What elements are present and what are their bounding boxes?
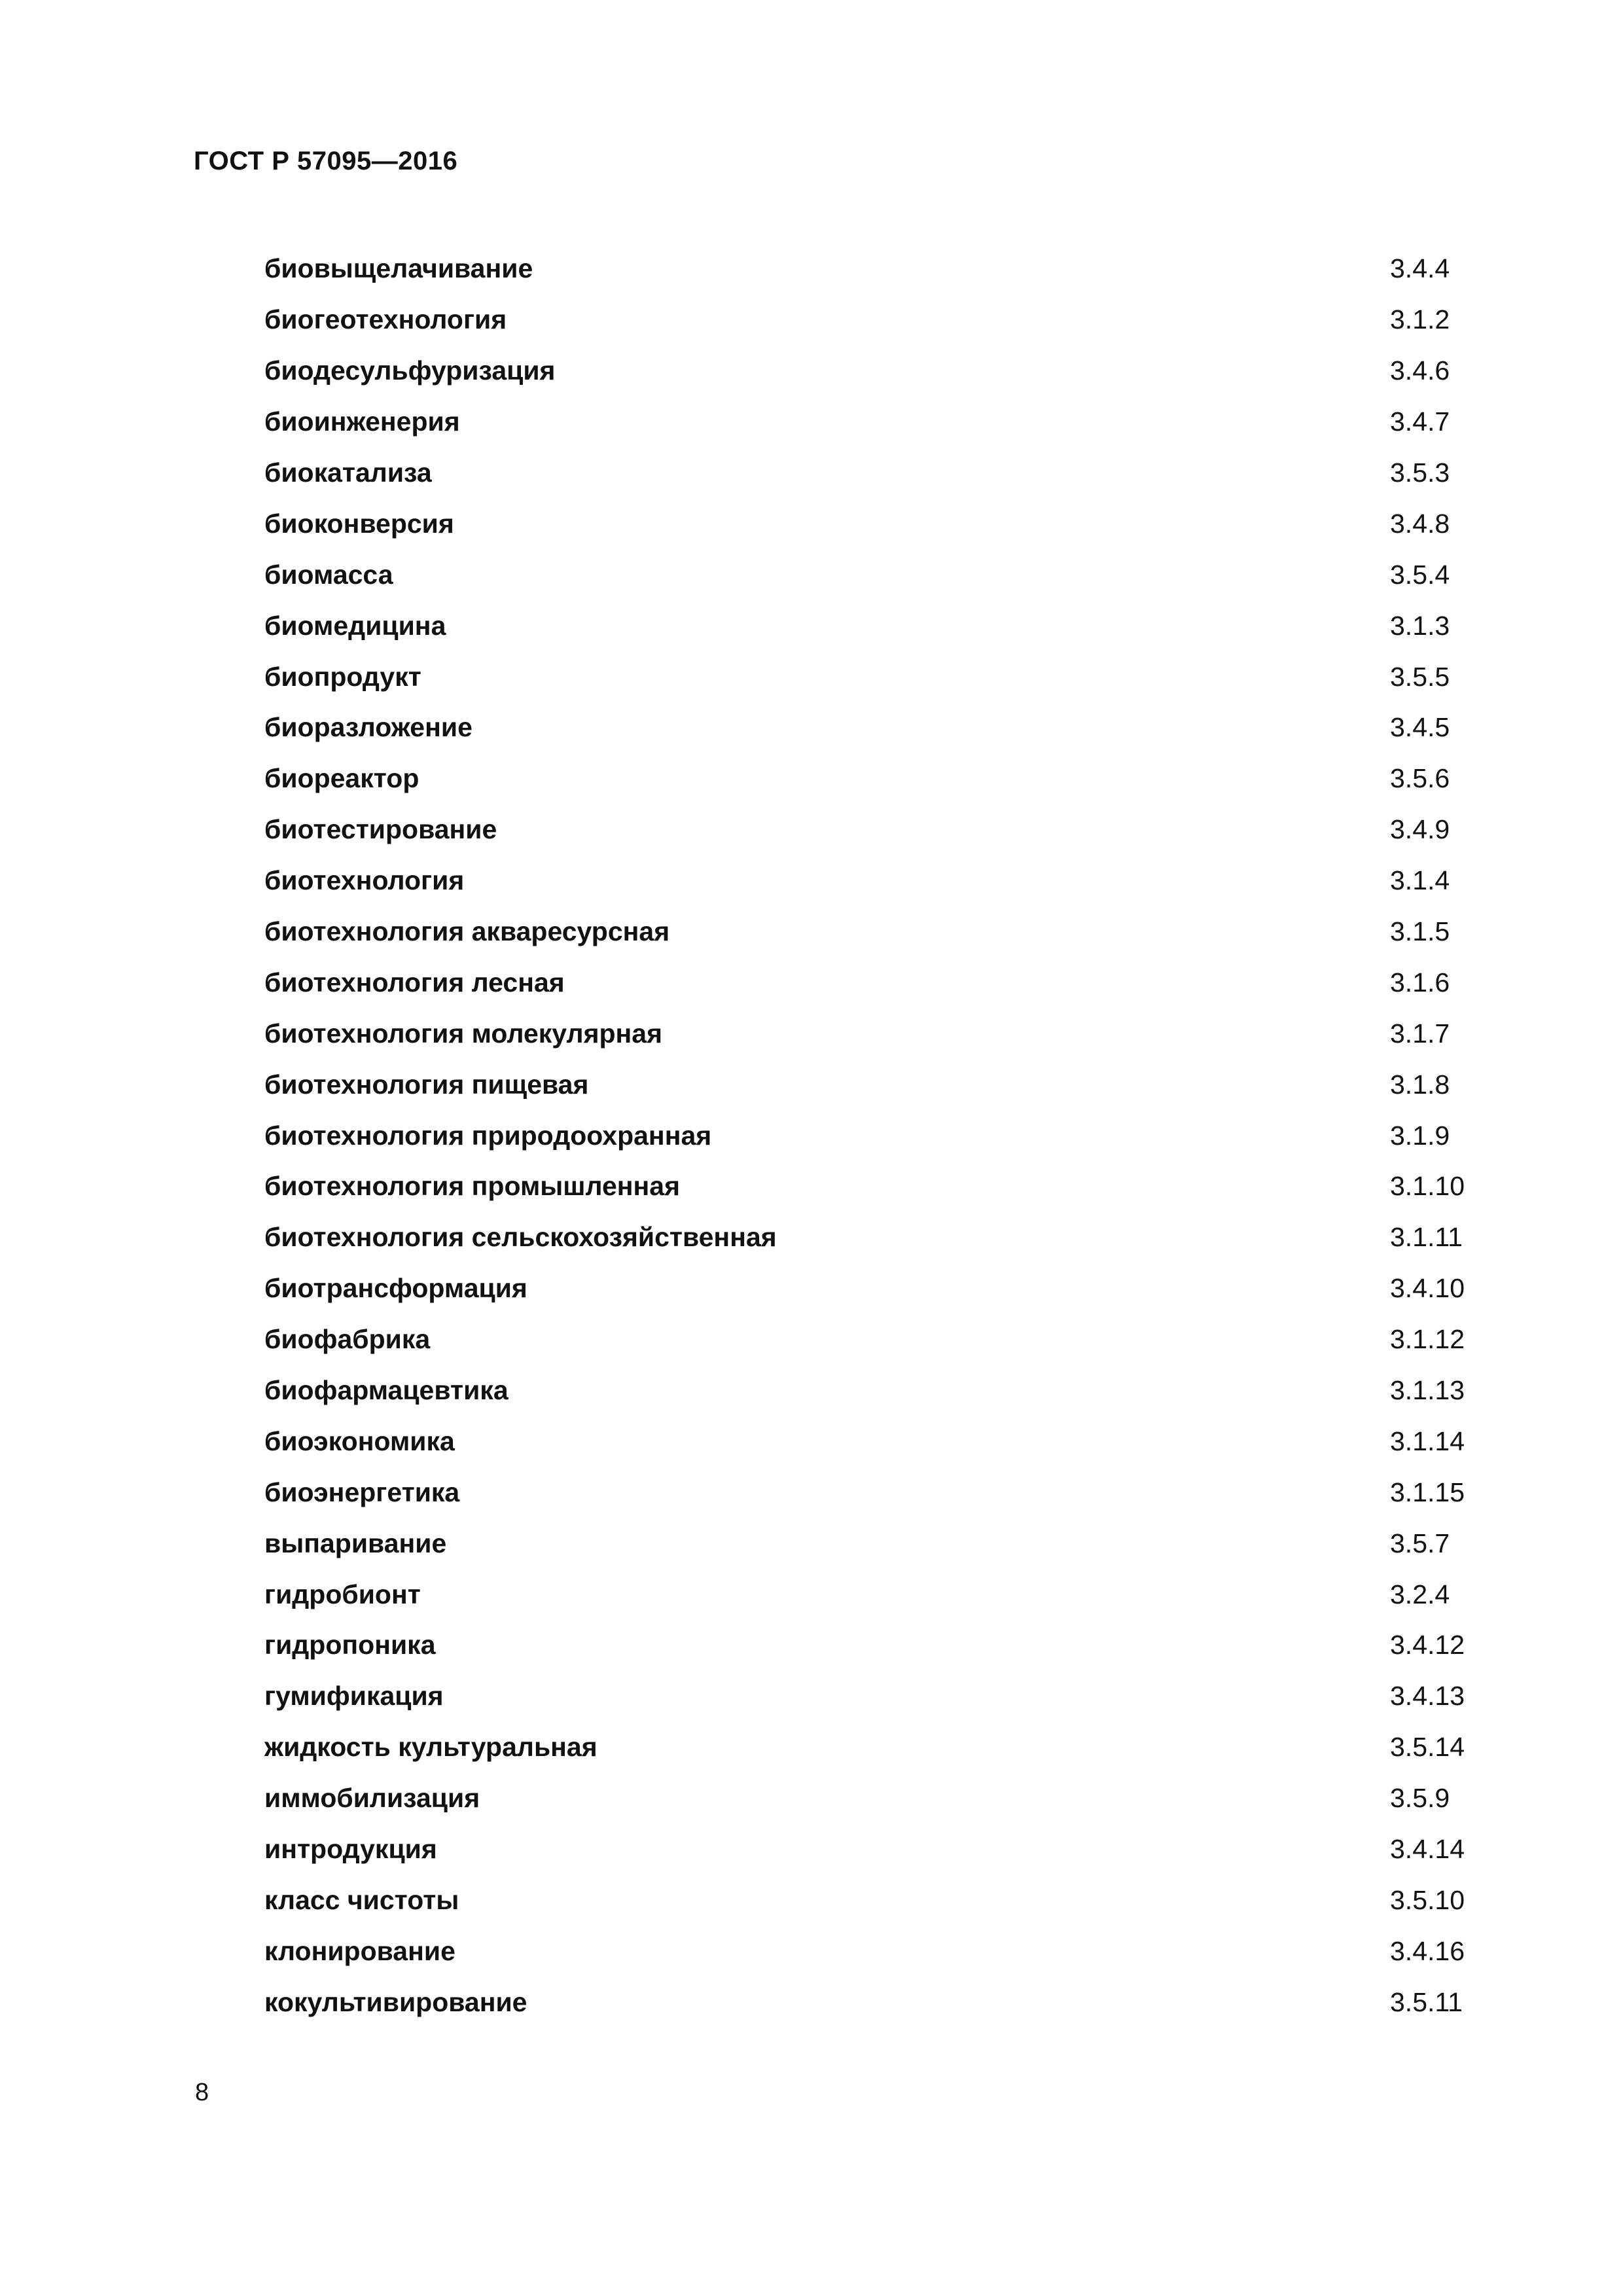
index-ref: 3.4.7 bbox=[1390, 406, 1450, 437]
index-term: биоинженерия bbox=[264, 406, 460, 437]
index-ref: 3.4.6 bbox=[1390, 355, 1450, 386]
index-term: биотехнология природоохранная bbox=[264, 1120, 712, 1151]
index-entry bbox=[264, 906, 1495, 958]
index-ref: 3.5.6 bbox=[1390, 763, 1450, 794]
index-ref: 3.4.4 bbox=[1390, 253, 1450, 284]
index-term: биоэнергетика bbox=[264, 1477, 460, 1507]
index-entry bbox=[264, 498, 1495, 549]
index-ref: 3.1.9 bbox=[1390, 1120, 1450, 1151]
index-term: кокультивирование bbox=[264, 1986, 527, 2017]
index-entry bbox=[264, 1824, 1495, 1875]
index-entry bbox=[264, 1671, 1495, 1722]
index-ref: 3.4.16 bbox=[1390, 1935, 1465, 1966]
index-term: биотехнология молекулярная bbox=[264, 1018, 663, 1049]
index-ref: 3.4.10 bbox=[1390, 1273, 1465, 1304]
index-ref: 3.5.3 bbox=[1390, 457, 1450, 488]
index-ref: 3.1.14 bbox=[1390, 1426, 1465, 1456]
index-term: биотехнология сельскохозяйственная bbox=[264, 1222, 777, 1253]
index-ref: 3.1.6 bbox=[1390, 967, 1450, 997]
index-term: биоразложение bbox=[264, 712, 473, 743]
index-term: биовыщелачивание bbox=[264, 253, 533, 284]
index-ref: 3.5.7 bbox=[1390, 1528, 1450, 1558]
index-ref: 3.5.11 bbox=[1390, 1986, 1463, 2017]
index-term: биореактор bbox=[264, 763, 419, 794]
index-ref: 3.1.11 bbox=[1390, 1222, 1463, 1253]
index-ref: 3.4.14 bbox=[1390, 1834, 1465, 1865]
index-entry bbox=[264, 855, 1495, 906]
index-term: биогеотехнология bbox=[264, 304, 507, 335]
index-entry bbox=[264, 1212, 1495, 1263]
index-ref: 3.5.9 bbox=[1390, 1783, 1450, 1814]
index-entry bbox=[264, 651, 1495, 702]
index-term: биоэкономика bbox=[264, 1426, 455, 1456]
index-entry bbox=[264, 1926, 1495, 1977]
index-ref: 3.1.7 bbox=[1390, 1018, 1450, 1049]
index-term: биомедицина bbox=[264, 610, 446, 641]
index-term: гидропоника bbox=[264, 1630, 436, 1660]
index-entry bbox=[264, 346, 1495, 397]
index-ref: 3.1.8 bbox=[1390, 1069, 1450, 1100]
index-term: биотехнология пищевая bbox=[264, 1069, 589, 1100]
index-ref: 3.1.4 bbox=[1390, 865, 1450, 896]
index-term: биотестирование bbox=[264, 814, 497, 845]
index-term: гидробионт bbox=[264, 1579, 421, 1609]
index-term: гумификация bbox=[264, 1681, 444, 1712]
index-ref: 3.5.14 bbox=[1390, 1732, 1465, 1763]
index-ref: 3.5.4 bbox=[1390, 559, 1450, 590]
index-entry bbox=[264, 1722, 1495, 1773]
index-term: клонирование bbox=[264, 1935, 455, 1966]
index-entry bbox=[264, 1263, 1495, 1314]
index-entry bbox=[264, 1314, 1495, 1365]
index-term: биотехнология лесная bbox=[264, 967, 565, 997]
index-entry bbox=[264, 1008, 1495, 1059]
index-entry bbox=[264, 1518, 1495, 1569]
index-entry bbox=[264, 448, 1495, 499]
index-entry bbox=[264, 295, 1495, 346]
index-entry bbox=[264, 753, 1495, 804]
index-entry bbox=[264, 804, 1495, 855]
index-entry bbox=[264, 397, 1495, 448]
index-entry bbox=[264, 1416, 1495, 1467]
index-ref: 3.1.13 bbox=[1390, 1375, 1465, 1406]
index-entry bbox=[264, 600, 1495, 651]
index-ref: 3.5.5 bbox=[1390, 661, 1450, 692]
index-term: биотрансформация bbox=[264, 1273, 527, 1304]
index-term: биодесульфуризация bbox=[264, 355, 556, 386]
index-term: биотехнология акваресурсная bbox=[264, 916, 670, 947]
index-term: иммобилизация bbox=[264, 1783, 480, 1814]
index-ref: 3.4.13 bbox=[1390, 1681, 1465, 1712]
term-index-list bbox=[264, 243, 1495, 2028]
index-term: биотехнология промышленная bbox=[264, 1171, 681, 1202]
index-ref: 3.1.10 bbox=[1390, 1171, 1465, 1202]
index-ref: 3.1.2 bbox=[1390, 304, 1450, 335]
index-entry bbox=[264, 1977, 1495, 2028]
document-header: ГОСТ Р 57095—2016 bbox=[194, 147, 458, 175]
index-term: выпаривание bbox=[264, 1528, 447, 1558]
index-ref: 3.4.5 bbox=[1390, 712, 1450, 743]
index-ref: 3.1.15 bbox=[1390, 1477, 1465, 1507]
page-number: 8 bbox=[195, 2079, 209, 2106]
index-term: биофармацевтика bbox=[264, 1375, 508, 1406]
index-ref: 3.1.3 bbox=[1390, 610, 1450, 641]
index-entry bbox=[264, 1161, 1495, 1212]
index-ref: 3.1.5 bbox=[1390, 916, 1450, 947]
index-entry bbox=[264, 1569, 1495, 1620]
index-entry bbox=[264, 1875, 1495, 1926]
index-term: класс чистоты bbox=[264, 1884, 459, 1915]
index-term: биокатализа bbox=[264, 457, 432, 488]
index-entry bbox=[264, 1110, 1495, 1161]
index-term: биофабрика bbox=[264, 1324, 431, 1355]
index-ref: 3.4.9 bbox=[1390, 814, 1450, 845]
index-entry bbox=[264, 1365, 1495, 1416]
index-ref: 3.5.10 bbox=[1390, 1884, 1465, 1915]
index-term: биотехнология bbox=[264, 865, 465, 896]
index-entry bbox=[264, 1773, 1495, 1824]
index-ref: 3.2.4 bbox=[1390, 1579, 1450, 1609]
index-term: биомасса bbox=[264, 559, 393, 590]
index-ref: 3.4.12 bbox=[1390, 1630, 1465, 1660]
index-entry bbox=[264, 1059, 1495, 1110]
index-entry bbox=[264, 243, 1495, 295]
index-ref: 3.1.12 bbox=[1390, 1324, 1465, 1355]
index-entry bbox=[264, 549, 1495, 600]
index-entry bbox=[264, 1620, 1495, 1671]
index-entry bbox=[264, 702, 1495, 753]
index-term: биопродукт bbox=[264, 661, 421, 692]
index-term: интродукция bbox=[264, 1834, 437, 1865]
index-entry bbox=[264, 1467, 1495, 1518]
index-entry bbox=[264, 957, 1495, 1008]
index-term: жидкость культуральная bbox=[264, 1732, 597, 1763]
index-ref: 3.4.8 bbox=[1390, 508, 1450, 539]
index-term: биоконверсия bbox=[264, 508, 454, 539]
